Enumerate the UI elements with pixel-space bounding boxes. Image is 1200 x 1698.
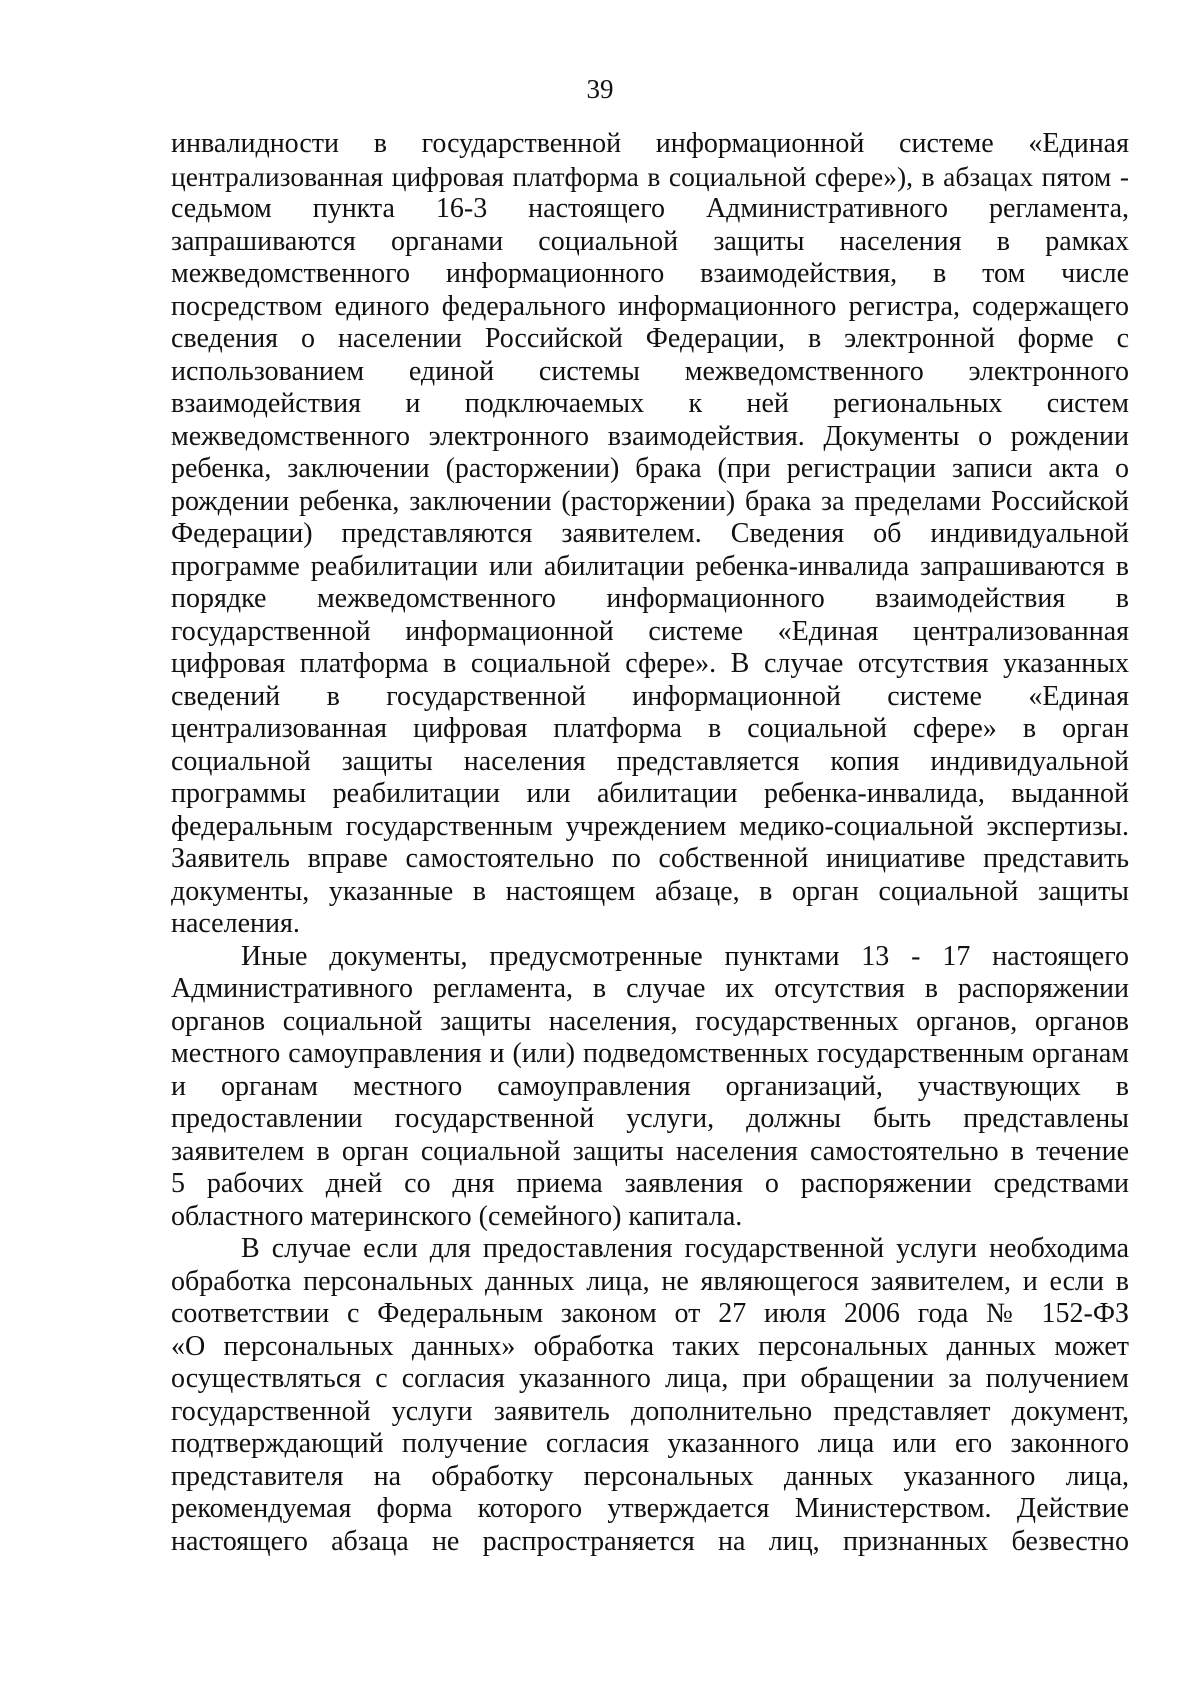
text-line: порядке межведомственного информационного взаимодействия в <box>171 583 1129 614</box>
text-line: межведомственного электронного взаимодействия. Документы о рождении <box>171 420 1129 452</box>
text-line: цифровая платформа в социальной сфере». В случае отсутствия указанных <box>171 648 1129 679</box>
text-line: федеральным государственным учреждением медико-социальной экспертизы. <box>171 810 1129 842</box>
text-line: областного материнского (семейного) капитала. <box>171 1200 743 1232</box>
text-line: осуществляться с согласия указанного лица, при обращении за получением <box>171 1363 1129 1394</box>
text-line: Иные документы, предусмотренные пунктами 13 - 17 настоящего <box>241 940 1129 972</box>
text-line: органов социальной защиты населения, государственных органов, органов <box>171 1005 1129 1037</box>
text-line: Федерации) представляются заявителем. Сведения об индивидуальной <box>171 518 1129 549</box>
text-line: Административного регламента, в случае их отсутствия в распоряжении <box>171 973 1129 1004</box>
text-line: предоставлении государственной услуги, должны быть представлены <box>171 1103 1129 1134</box>
text-line: государственной услуги заявитель дополнительно представляет документ, <box>171 1395 1129 1427</box>
text-line: централизованная цифровая платформа в социальной сфере»), в абзацах пятом - <box>171 160 1129 192</box>
text-line: «О персональных данных» обработка таких персональных данных может <box>171 1330 1129 1362</box>
text-line: соответствии с Федеральным законом от 27 июля 2006 года № 152-ФЗ <box>171 1298 1129 1329</box>
text-line: седьмом пункта 16-3 настоящего Административного регламента, <box>171 193 1129 224</box>
text-line: населения. <box>171 908 300 939</box>
text-line: Заявитель вправе самостоятельно по собственной инициативе представить <box>171 843 1129 874</box>
text-line: заявителем в орган социальной защиты населения самостоятельно в течение <box>171 1135 1129 1167</box>
text-line: сведения о населении Российской Федерации, в электронной форме с <box>171 323 1129 354</box>
text-line: использованием единой системы межведомственного электронного <box>171 355 1129 387</box>
document-body-text <box>171 128 1129 1558</box>
text-line: программы реабилитации или абилитации ребенка-инвалида, выданной <box>171 778 1129 809</box>
text-line: сведений в государственной информационной системе «Единая <box>171 680 1129 712</box>
text-line: представителя на обработку персональных данных указанного лица, <box>171 1460 1129 1492</box>
text-line: настоящего абзаца не распространяется на лиц, признанных безвестно <box>171 1525 1129 1557</box>
text-line: документы, указанные в настоящем абзаце, в орган социальной защиты <box>171 875 1129 907</box>
text-line: инвалидности в государственной информационной системе «Единая <box>171 128 1129 159</box>
text-line: межведомственного информационного взаимодействия, в том числе <box>171 258 1129 289</box>
text-line: посредством единого федерального информационного регистра, содержащего <box>171 290 1129 322</box>
text-line: государственной информационной системе «Единая централизованная <box>171 615 1129 647</box>
text-line: программе реабилитации или абилитации ребенка-инвалида запрашиваются в <box>171 550 1129 582</box>
text-line: запрашиваются органами социальной защиты населения в рамках <box>171 225 1129 257</box>
text-line: социальной защиты населения представляется копия индивидуальной <box>171 745 1129 777</box>
text-line: 5 рабочих дней со дня приема заявления о распоряжении средствами <box>171 1168 1129 1199</box>
text-line: централизованная цифровая платформа в социальной сфере» в орган <box>171 713 1129 744</box>
text-line: взаимодействия и подключаемых к ней региональных систем <box>171 388 1129 419</box>
page-number: 39 <box>586 74 614 104</box>
text-line: обработка персональных данных лица, не являющегося заявителем, и если в <box>171 1265 1129 1297</box>
text-line: В случае если для предоставления государственной услуги необходима <box>241 1233 1129 1264</box>
text-line: и органам местного самоуправления организаций, участвующих в <box>171 1070 1129 1102</box>
text-line: рождении ребенка, заключении (расторжении) брака за пределами Российской <box>171 485 1129 517</box>
text-line: ребенка, заключении (расторжении) брака (при регистрации записи акта о <box>171 453 1129 484</box>
text-line: подтверждающий получение согласия указанного лица или его законного <box>171 1428 1129 1459</box>
text-line: рекомендуемая форма которого утверждается Министерством. Действие <box>171 1493 1129 1524</box>
text-line: местного самоуправления и (или) подведомственных государственным органам <box>171 1038 1129 1069</box>
